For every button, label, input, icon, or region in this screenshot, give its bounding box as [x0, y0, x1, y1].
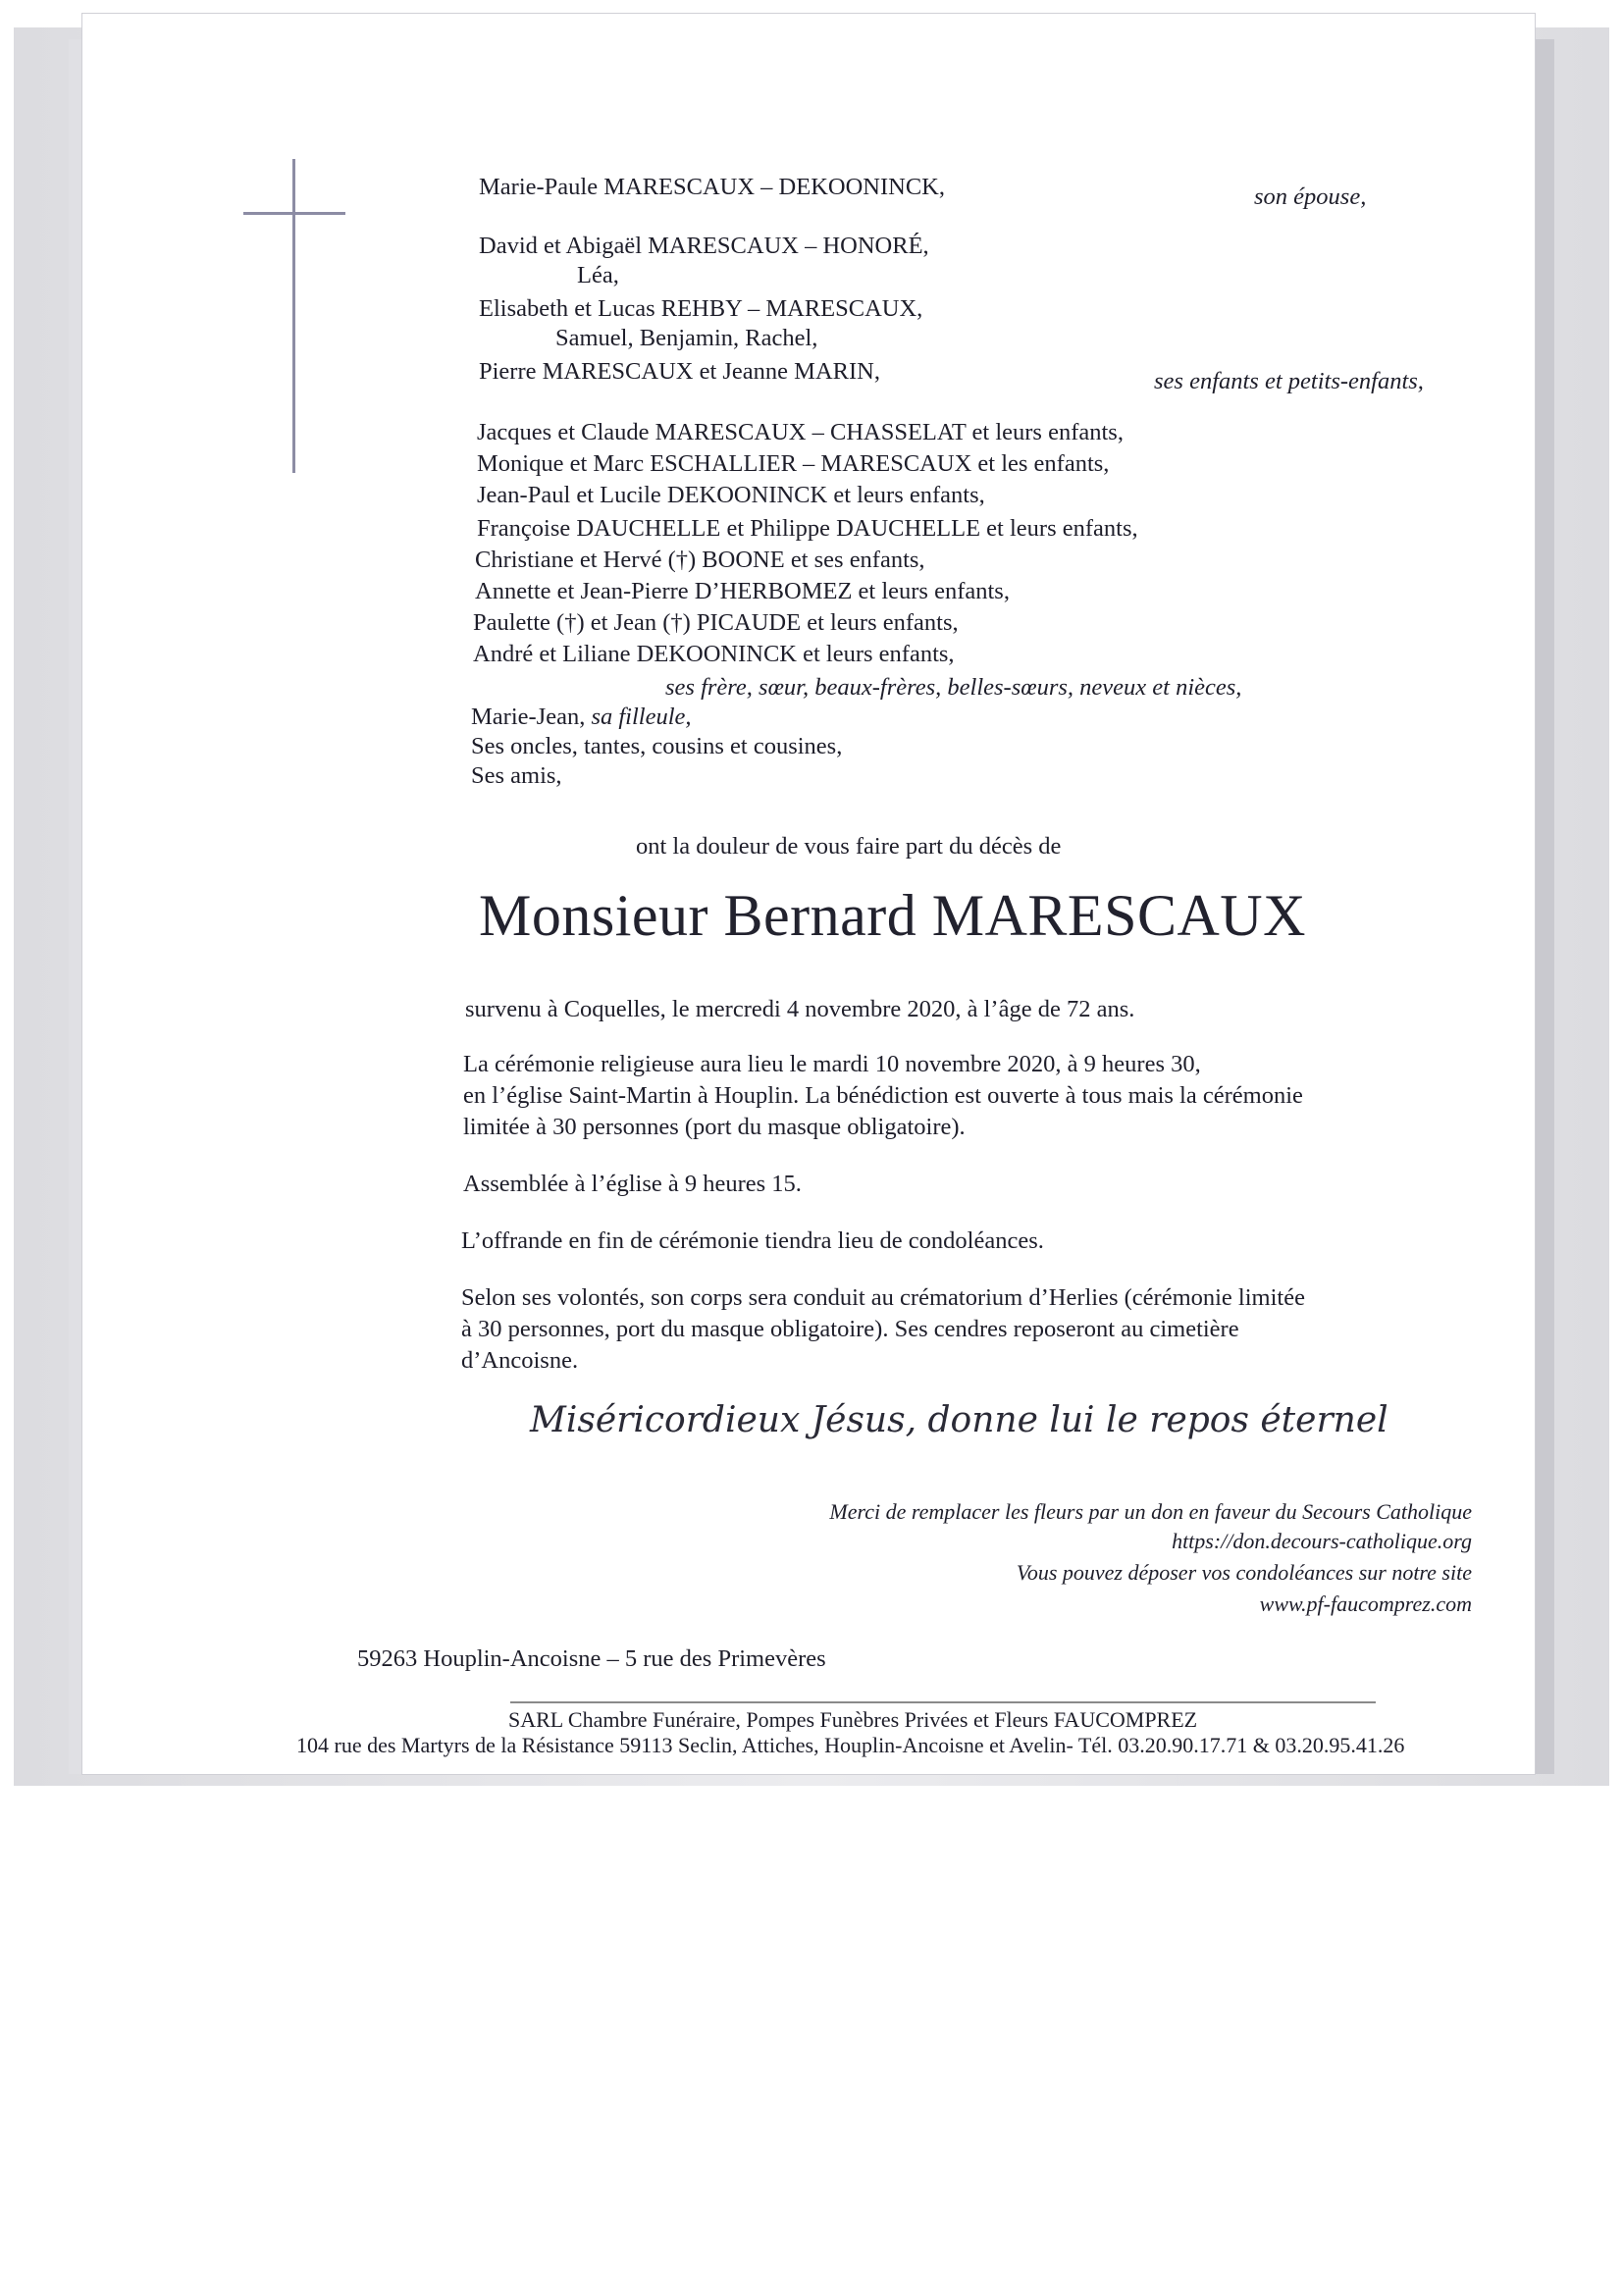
family-line: André et Liliane DEKOONINCK et leurs enfants, — [473, 641, 955, 667]
donation-url[interactable]: https://don.decours-catholique.org — [1172, 1529, 1472, 1553]
family-line: Ses oncles, tantes, cousins et cousines, — [471, 733, 843, 759]
relation-spouse: son épouse, — [1254, 183, 1367, 210]
family-line: Jacques et Claude MARESCAUX – CHASSELAT et leurs enfants, — [477, 419, 1124, 445]
paragraph-line: Assemblée à l’église à 9 heures 15. — [463, 1171, 802, 1197]
paragraph-line: survenu à Coquelles, le mercredi 4 novembre 2020, à l’âge de 72 ans. — [465, 996, 1135, 1022]
family-line: Paulette (†) et Jean (†) PICAUDE et leurs enfants, — [473, 609, 959, 636]
address: 59263 Houplin-Ancoisne – 5 rue des Primevères — [357, 1645, 826, 1672]
family-line: Samuel, Benjamin, Rachel, — [555, 325, 818, 351]
goddaughter-line — [471, 703, 692, 732]
footer-company: SARL Chambre Funéraire, Pompes Funèbres Privées et Fleurs FAUCOMPREZ — [508, 1707, 1198, 1732]
family-line: Jean-Paul et Lucile DEKOONINCK et leurs enfants, — [477, 482, 985, 508]
relation-goddaughter: sa filleule, — [591, 704, 692, 730]
paper-left-edge — [69, 39, 82, 1774]
paper-right-edge — [1535, 39, 1554, 1774]
family-line: Annette et Jean-Pierre D’HERBOMEZ et leurs enfants, — [475, 578, 1010, 604]
family-line: Monique et Marc ESCHALLIER – MARESCAUX et les enfants, — [477, 450, 1110, 477]
family-line: Ses amis, — [471, 762, 562, 789]
condolence-line: Vous pouvez déposer vos condoléances sur notre site — [1016, 1560, 1472, 1585]
paragraph-line: La cérémonie religieuse aura lieu le mardi 10 novembre 2020, à 9 heures 30, — [463, 1051, 1201, 1077]
announcement: ont la douleur de vous faire part du décès de — [636, 833, 1062, 860]
paragraph-line: en l’église Saint-Martin à Houplin. La bénédiction est ouverte à tous mais la cérémonie — [463, 1082, 1303, 1109]
family-line: Françoise DAUCHELLE et Philippe DAUCHELLE et leurs enfants, — [477, 515, 1138, 542]
paragraph-line: L’offrande en fin de cérémonie tiendra lieu de condoléances. — [461, 1227, 1044, 1254]
donation-line: Merci de remplacer les fleurs par un don en faveur du Secours Catholique — [829, 1499, 1472, 1524]
relation-siblings: ses frère, sœur, beaux-frères, belles-sœurs, neveux et nièces, — [665, 674, 1242, 701]
deceased-name: Monsieur Bernard MARESCAUX — [479, 883, 1306, 948]
family-line: Christiane et Hervé (†) BOONE et ses enfants, — [475, 547, 925, 573]
family-line: David et Abigaël MARESCAUX – HONORÉ, — [479, 233, 929, 259]
footer-divider — [510, 1701, 1376, 1703]
family-line: Léa, — [577, 262, 619, 288]
family-line: Pierre MARESCAUX et Jeanne MARIN, — [479, 358, 880, 385]
prayer-line: Miséricordieux Jésus, donne lui le repos éternel — [530, 1400, 1388, 1440]
family-line: Marie-Paule MARESCAUX – DEKOONINCK, — [479, 174, 945, 200]
family-line: Marie-Jean, — [471, 704, 586, 730]
relation-children: ses enfants et petits-enfants, — [1154, 368, 1424, 394]
website-url[interactable]: www.pf-faucomprez.com — [1259, 1592, 1472, 1616]
paragraph-line: d’Ancoisne. — [461, 1347, 579, 1374]
footer-details: 104 rue des Martyrs de la Résistance 59113 Seclin, Attiches, Houplin-Ancoisne et Avelin- Tél. 03.20.90.17.71 & 03.20.95.41.26 — [296, 1733, 1405, 1757]
paragraph-line: limitée à 30 personnes (port du masque obligatoire). — [463, 1114, 966, 1140]
cross-icon-bar — [243, 212, 345, 215]
cross-icon — [292, 159, 295, 473]
family-line: Elisabeth et Lucas REHBY – MARESCAUX, — [479, 295, 923, 322]
paragraph-line: Selon ses volontés, son corps sera conduit au crématorium d’Herlies (cérémonie limitée — [461, 1284, 1305, 1311]
paragraph-line: à 30 personnes, port du masque obligatoire). Ses cendres reposeront au cimetière — [461, 1316, 1239, 1342]
